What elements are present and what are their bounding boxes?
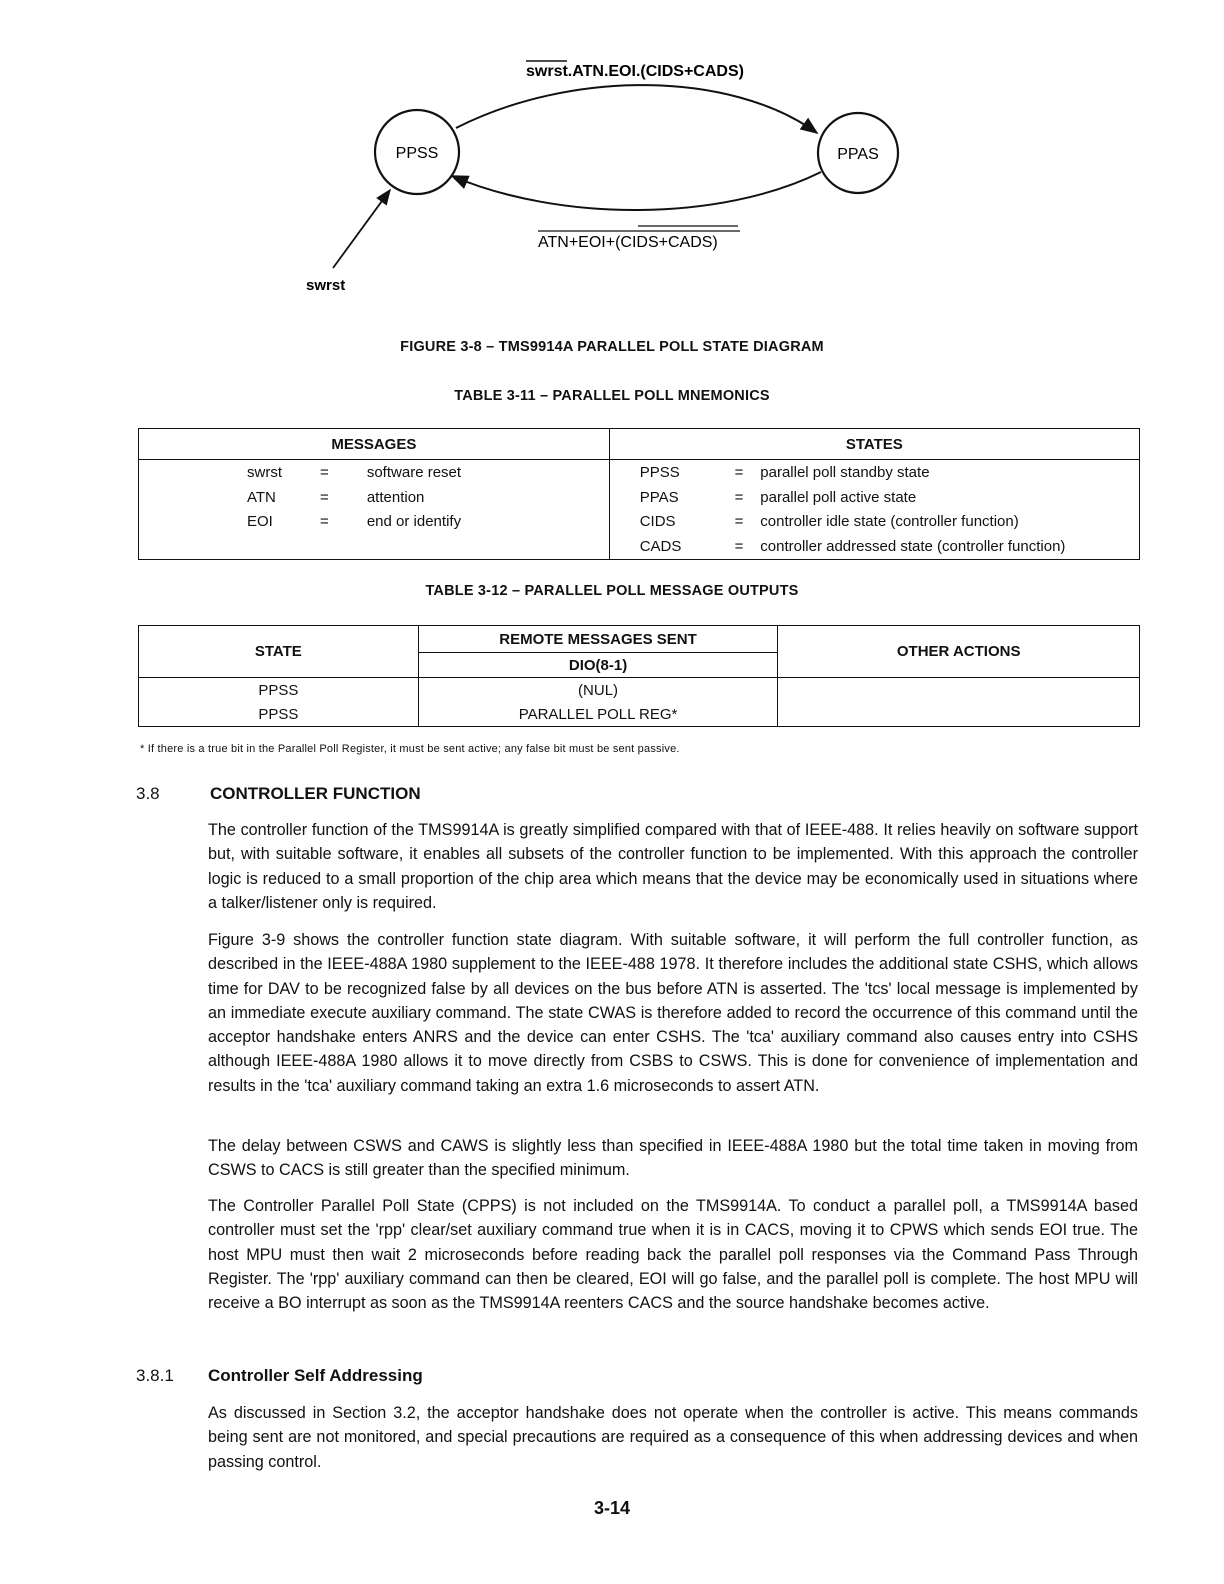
table2-caption: TABLE 3-12 – PARALLEL POLL MESSAGE OUTPUTS bbox=[425, 583, 799, 599]
entry-label: swrst bbox=[306, 277, 346, 294]
state-desc: parallel poll active state bbox=[760, 489, 917, 506]
state-ppas-label: PPAS bbox=[837, 146, 879, 163]
subsection-number: 3.8.1 bbox=[136, 1366, 174, 1385]
parallel-poll-message-outputs-table bbox=[138, 625, 1140, 727]
remote-cell: (NUL) bbox=[418, 678, 778, 703]
state-ppss-label: PPSS bbox=[395, 145, 439, 162]
table-row bbox=[139, 460, 1140, 486]
state-desc: controller idle state (controller function) bbox=[760, 513, 1019, 530]
subsection-title: Controller Self Addressing bbox=[208, 1366, 423, 1385]
label-rest: .ATN.EOI.(CIDS+CADS) bbox=[567, 63, 744, 80]
arrow-ppas-to-ppss bbox=[452, 172, 821, 210]
transition-label-top bbox=[526, 63, 744, 80]
other-actions-header: OTHER ACTIONS bbox=[778, 626, 1140, 678]
table-row bbox=[139, 534, 1140, 560]
messages-header: MESSAGES bbox=[139, 429, 610, 460]
transition-label-bottom: ATN+EOI+(CIDS+CADS) bbox=[538, 234, 718, 251]
states-header: STATES bbox=[609, 429, 1139, 460]
state-desc: parallel poll standby state bbox=[760, 464, 930, 482]
entry-arrow bbox=[333, 190, 390, 268]
parallel-poll-mnemonics-table bbox=[138, 428, 1140, 560]
arrow-ppss-to-ppas bbox=[456, 85, 817, 133]
state-cell: PPSS bbox=[139, 702, 419, 727]
equals: = bbox=[734, 489, 744, 506]
equals: = bbox=[734, 537, 744, 555]
equals: = bbox=[320, 489, 329, 506]
paragraph: The controller function of the TMS9914A is greatly simplified compared with that of IEEE-488. It relies heavily on software support but, with suitable software, it enables all subsets of the controller function to be implemented. With this approach the controller logic is reduced to a small proportion of the chip area which means that the device may be economically used in situations where a talker/listener only is required. bbox=[208, 821, 1138, 912]
paragraph: The Controller Parallel Poll State (CPPS) is not included on the TMS9914A. To conduct a parallel poll, a TMS9914A based controller must set the 'rpp' clear/set auxiliary command true when it is in CACS, moving it to CPWS which sends EOI true. The host MPU must then wait 2 microseconds before reading back the parallel poll responses via the Command Pass Through Register. The 'rpp' auxiliary command can then be cleared, EOI will go false, and the parallel poll is complete. The host MPU will receive a BO interrupt as soon as the TMS9914A reenters CACS and the source handshake becomes active. bbox=[208, 1197, 1138, 1313]
overbar-term: swrst bbox=[526, 63, 568, 80]
state-desc: controller addressed state (controller function) bbox=[760, 537, 1066, 555]
table-row bbox=[139, 486, 1140, 510]
table-row bbox=[139, 702, 1140, 727]
message-desc bbox=[367, 534, 609, 560]
remote-cell: PARALLEL POLL REG* bbox=[418, 702, 778, 727]
paragraph: As discussed in Section 3.2, the acceptor handshake does not operate when the controller is active. This means commands being sent are not monitored, and special precautions are required as a consequence of this when addressing devices and when passing control. bbox=[208, 1404, 1138, 1471]
section-title: CONTROLLER FUNCTION bbox=[210, 784, 421, 803]
state-abbr: CIDS bbox=[609, 510, 717, 534]
other-cell bbox=[778, 678, 1140, 703]
paragraph: Figure 3-9 shows the controller function state diagram. With suitable software, it will perform the full controller function, as described in the IEEE-488A 1980 supplement to the IEEE-488 1978. It therefore includes the additional state CSHS, which allows time for DAV to be recognized false by all devices on the bus before ATN is asserted. The 'tcs' local message is implemented by an immediate execute auxiliary command. The state CWAS is therefore added to record the occurrence of this command until the acceptor handshake enters ANRS and the device can enter CSHS. The 'tca' auxiliary command also causes entry into CSHS although IEEE-488A 1980 allows it to move directly from CSBS to CSWS. This is done for convenience of implementation and results in the 'tca' auxiliary command taking an extra 1.6 microseconds to assert ATN. bbox=[208, 931, 1138, 1095]
equals bbox=[282, 534, 367, 560]
equals: = bbox=[320, 513, 329, 530]
section-number: 3.8 bbox=[136, 784, 160, 803]
state-header: STATE bbox=[139, 626, 419, 678]
page-number: 3-14 bbox=[593, 1498, 631, 1518]
paragraph: The delay between CSWS and CAWS is slightly less than specified in IEEE-488A 1980 but the total time taken in moving from CSWS to CACS is still greater than the specified minimum. bbox=[208, 1137, 1138, 1180]
state-abbr: PPSS bbox=[609, 460, 717, 486]
message-abbr bbox=[139, 534, 283, 560]
dio-subheader: DIO(8-1) bbox=[418, 653, 778, 678]
equals: = bbox=[320, 464, 329, 482]
state-abbr: PPAS bbox=[609, 486, 717, 510]
other-cell bbox=[778, 702, 1140, 727]
message-desc: end or identify bbox=[366, 513, 462, 530]
message-abbr: ATN bbox=[247, 489, 276, 506]
figure-caption: FIGURE 3-8 – TMS9914A PARALLEL POLL STATE DIAGRAM bbox=[400, 339, 824, 355]
table-row bbox=[139, 678, 1140, 703]
equals: = bbox=[734, 464, 744, 482]
message-abbr: EOI bbox=[247, 513, 273, 530]
message-desc: attention bbox=[366, 489, 425, 506]
equals: = bbox=[734, 513, 744, 530]
message-desc: software reset bbox=[366, 464, 462, 482]
message-abbr: swrst bbox=[247, 464, 282, 482]
table-row bbox=[139, 510, 1140, 534]
table-footnote: * If there is a true bit in the Parallel Poll Register, it must be sent active; any false bit must be sent passive. bbox=[140, 743, 680, 755]
state-abbr: CADS bbox=[609, 534, 717, 560]
parallel-poll-state-diagram bbox=[0, 0, 1224, 320]
remote-messages-header: REMOTE MESSAGES SENT bbox=[418, 626, 778, 653]
state-cell: PPSS bbox=[139, 678, 419, 703]
table1-caption: TABLE 3-11 – PARALLEL POLL MNEMONICS bbox=[454, 388, 770, 404]
